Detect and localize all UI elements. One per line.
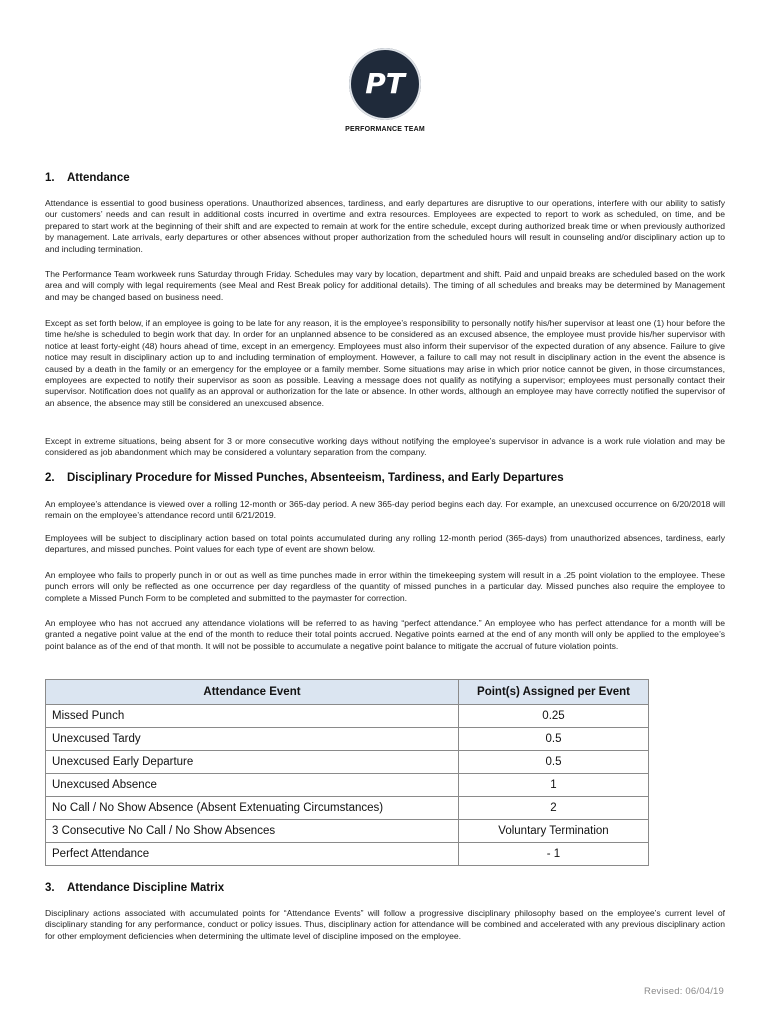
event-cell: Unexcused Early Departure [46,751,459,774]
event-cell: Unexcused Absence [46,774,459,797]
points-cell: 2 [459,797,649,820]
points-cell: 0.5 [459,728,649,751]
paragraph: Except as set forth below, if an employee is going to be late for any reason, it is the employee’s responsibility to personally notify his/her supervisor at least one (1) hour before the time he/she is scheduled to begin work that day. In order for an unplanned absence to be considered as an excused absence, the employee must provide his/her supervisor with notice at least forty-eight (48) hours ahead of time, except in an emergency. Employees must also inform their supervisor of the expected duration of any absence. Failure to give notice may result in disciplinary action up to and including termination of employment. However, a failure to call may not result in disciplinary action in the event the absence is caused by a death in the family or an emergency for the employee or a family member. Some situations may arise in which prior notice cannot be given, in those circumstances, employees are expected to notify their supervisor as soon as possible. Leaving a message does not qualify as notifying a supervisor; employees must personally contact their supervisor. Notification does not qualify as an approval or authorization for the late or absence. In other words, although an employee may have correctly notified the supervisor of an absence, the absence may still be considered an unexcused absence. [45,318,725,408]
section-title: Attendance Discipline Matrix [67,882,225,894]
paragraph: Disciplinary actions associated with accumulated points for “Attendance Events” will follow a progressive disciplinary philosophy based on the employee’s current level of disciplinary standing for any performance, conduct or policy issues. Thus, disciplinary action for attendance will be combined and accelerated with any previous disciplinary action for other employment deficiencies when determining the ultimate level of discipline imposed on the employee. [45,908,725,941]
logo-caption: PERFORMANCE TEAM [345,126,425,133]
table-header-row [46,680,649,705]
points-cell: 0.25 [459,705,649,728]
table-row [46,820,649,843]
section-3-heading [45,882,224,894]
table-row [46,797,649,820]
event-cell: Unexcused Tardy [46,728,459,751]
paragraph: An employee who fails to properly punch in or out as well as time punches made in error within the timekeeping system will result in a .25 point violation to the employee. These punch errors will only be reflected as one occurrence per day regardless of the quantity of missed punches in a particular day. Missed punches also require the employee to complete a Missed Punch Form to be completed and submitted to the paymaster for correction. [45,570,725,603]
logo-badge [349,48,421,120]
logo-initials: PT [365,67,405,100]
paragraph: Except in extreme situations, being absent for 3 or more consecutive working days without notifying the employee’s supervisor in advance is a work rule violation and may be considered as job abandonment which may be considered a voluntary separation from the company. [45,436,725,458]
table-row [46,843,649,866]
event-cell: 3 Consecutive No Call / No Show Absences [46,820,459,843]
event-cell: Missed Punch [46,705,459,728]
paragraph: Attendance is essential to good business operations. Unauthorized absences, tardiness, and early departures are disruptive to our operations, interfere with our ability to satisfy our customers’ needs and can result in additional costs incurred in overtime and extra resources. Employees are expected to report to work as scheduled, on time, and be prepared to start work at the beginning of their shift and are expected to remain at work for the entire schedule, except during authorized break time or when previously authorized by management. Late arrivals, early departures or other absences without proper authorization from the scheduled hours will result in counseling and/or disciplinary action up to and including termination. [45,198,725,254]
points-cell: 0.5 [459,751,649,774]
event-cell: Perfect Attendance [46,843,459,866]
paragraph: The Performance Team workweek runs Saturday through Friday. Schedules may vary by location, department and shift. Paid and unpaid breaks are scheduled based on the work area and will comply with legal requirements (see Meal and Rest Break policy for additional details). The timing of all schedules and breaks may be determined by Management and may be changed based on business need. [45,269,725,302]
column-header-event: Attendance Event [46,680,459,705]
paragraph: An employee who has not accrued any attendance violations will be referred to as having “perfect attendance.” An employee who has perfect attendance for a month will be granted a negative point value at the end of the month to reduce their total points accrued. Negative points earned at the end of any month will only be applied to the employee’s point balance as of the end of that month. It will not be possible to accumulate a negative point balance to mitigate the accrual of future violation points. [45,618,725,651]
table-row [46,728,649,751]
section-title: Disciplinary Procedure for Missed Punches, Absenteeism, Tardiness, and Early Departures [67,472,564,484]
section-number: 1. [45,172,55,184]
table-row [46,751,649,774]
paragraph: Employees will be subject to disciplinary action based on total points accumulated during any rolling 12-month period (365-days) from unauthorized absences, tardiness, early departures, and missed punches. Point values for each type of event are shown below. [45,533,725,555]
event-cell: No Call / No Show Absence (Absent Extenuating Circumstances) [46,797,459,820]
points-cell: 1 [459,774,649,797]
section-title: Attendance [67,172,130,184]
section-2-heading [45,472,564,484]
table-row [46,774,649,797]
column-header-points: Point(s) Assigned per Event [459,680,649,705]
company-logo [335,48,435,133]
section-number: 3. [45,882,55,894]
revision-date: Revised: 06/04/19 [644,986,724,997]
table-row [46,705,649,728]
section-number: 2. [45,472,55,484]
points-cell: - 1 [459,843,649,866]
paragraph: An employee’s attendance is viewed over a rolling 12-month or 365-day period. A new 365-day period begins each day. For example, an unexcused occurrence on 6/20/2018 will remain on the employee’s attendance record until 6/21/2019. [45,499,725,521]
attendance-points-table [45,679,649,866]
points-cell: Voluntary Termination [459,820,649,843]
section-1-heading [45,172,130,184]
